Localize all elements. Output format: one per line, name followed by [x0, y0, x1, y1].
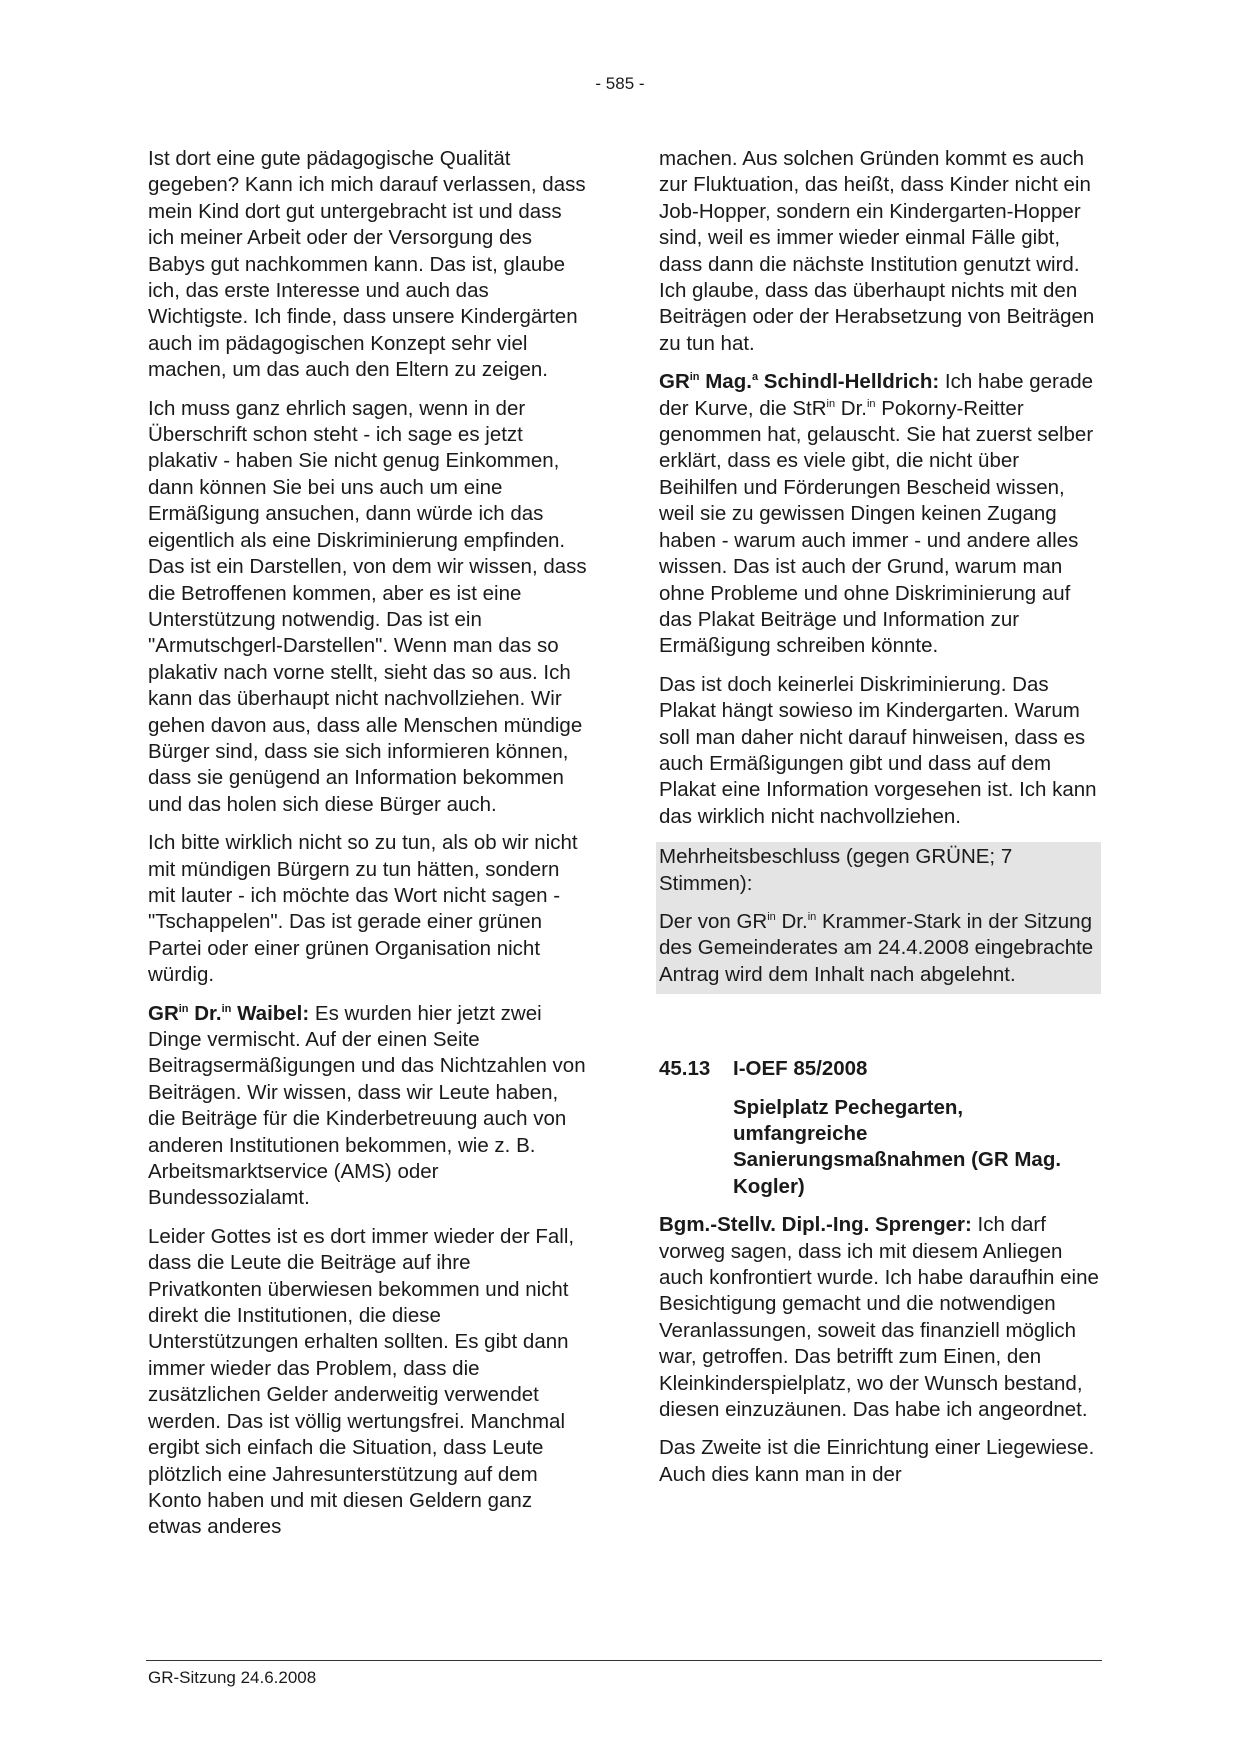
right-column [659, 146, 1101, 1500]
paragraph: Ich muss ganz ehrlich sagen, wenn in der Überschrift schon steht - ich sage es jetzt plakativ - haben Sie nicht genug Einkommen, dann können Sie bei uns auch um eine Ermäßigung ansuchen, dann würde ich das eigentlich als eine Diskriminierung empfinden. Das ist ein Darstellen, von dem wir wissen, dass die Betroffenen kommen, aber es ist eine Unterstützung notwendig. Das ist ein "Armutschgerl-Darstellen". Wenn man das so plakativ nach vorne stellt, sieht das so aus. Ich kann das überhaupt nicht nachvollziehen. Wir gehen davon aus, dass alle Menschen mündige Bürger sind, dass sie sich informieren können, dass sie genügend an Information bekommen und das holen sich diese Bürger auch. [148, 396, 587, 816]
resolution-vote: Mehrheitsbeschluss (gegen GRÜNE; 7 Stimmen): [659, 845, 1013, 895]
speaker-name: Bgm.-Stellv. Dipl.-Ing. Sprenger: [659, 1213, 972, 1237]
agenda-item-code: I-OEF 85/2008 [733, 1057, 868, 1081]
agenda-item-heading [659, 1056, 1101, 1082]
paragraph: Leider Gottes ist es dort immer wieder der Fall, dass die Leute die Beiträge auf ihre Privatkonten überwiesen bekommen und nicht direkt die Institutionen, die diese Unterstützungen erhalten sollten. Es gibt dann immer wieder das Problem, dass die zusätzlichen Gelder anderweitig verwendet werden. Das ist völlig wertungsfrei. Manchmal ergibt sich einfach die Situation, dass Leute plötzlich eine Jahresunterstützung auf dem Konto haben und mit diesen Geldern ganz etwas anderes [148, 1224, 575, 1539]
paragraph: Das Zweite ist die Einrichtung einer Liegewiese. Auch dies kann man in der [659, 1436, 1095, 1486]
speaker-paragraph: $GR^{in}$ Mag.$^a$ Schindl-Helldrich: Ich habe gerade der Kurve, die StR$^{in}$ Dr.$^{in}$ Pokorny-Reitter genommen hat, gelauscht. Sie hat zuerst selber erklärt, dass es viele gibt, die nicht über Beihilfen und Förderungen Bescheid wissen, weil sie zu gewissen Dingen keinen Zugang haben - warum auch immer - und andere alles wissen. Das ist auch der Grund, warum man ohne Probleme und ohne Diskriminierung auf das Plakat Beiträge und Information zur Ermäßigung schreiben könnte. [659, 370, 1094, 658]
paragraph: Ich bitte wirklich nicht so zu tun, als ob wir nicht mit mündigen Bürgern zu tun hätten, sondern mit lauter - ich möchte das Wort nicht sagen - "Tschappelen". Das ist gerade einer grünen Partei oder einer grünen Organisation nicht würdig. [148, 831, 578, 987]
footer-text: GR-Sitzung 24.6.2008 [148, 1668, 317, 1687]
page-number: - 585 - [595, 74, 645, 93]
speaker-paragraph: Bgm.-Stellv. Dipl.-Ing. Sprenger: Ich darf vorweg sagen, dass ich mit diesem Anliegen auch konfrontiert wurde. Ich habe daraufhin eine Besichtigung gemacht und die notwendigen Veranlassungen, soweit das finanziell möglich war, getroffen. Das betrifft zum Einen, den Kleinkinderspielplatz, wo der Wunsch bestand, diesen einzuzäunen. Das habe ich angeordnet. [659, 1213, 1099, 1422]
resolution-box [656, 842, 1101, 994]
footer-divider [146, 1660, 1102, 1661]
paragraph: machen. Aus solchen Gründen kommt es auch zur Fluktuation, das heißt, dass Kinder nicht ein Job-Hopper, sondern ein Kindergarten-Hopper sind, weil es immer wieder einmal Fälle gibt, dass dann die nächste Institution genutzt wird. Ich glaube, dass das überhaupt nichts mit den Beiträgen oder der Herabsetzung von Beiträgen zu tun hat. [659, 147, 1095, 355]
speaker-paragraph: $GR^{in}$ Dr.$^{in}$ Waibel: Es wurden hier jetzt zwei Dinge vermischt. Auf der einen Seite Beitragsermäßigungen und das Nichtzahlen von Beiträgen. Wir wissen, dass wir Leute haben, die Beiträge für die Kinderbetreuung auch von anderen Institutionen bekommen, wie z. B. Arbeitsmarktservice (AMS) oder Bundessozialamt. [148, 1001, 586, 1210]
left-column [148, 146, 590, 1553]
agenda-item-title: Spielplatz Pechegarten, umfangreiche Sanierungsmaßnahmen (GR Mag. Kogler) [733, 1095, 1062, 1198]
agenda-item-number: 45.13 [659, 1057, 711, 1081]
speaker-name: $GR^{in}$ Mag.$^a$ Schindl-Helldrich: [659, 370, 940, 394]
paragraph: Ist dort eine gute pädagogische Qualität gegeben? Kann ich mich darauf verlassen, dass mein Kind dort gut untergebracht ist und dass ich meiner Arbeit oder der Versorgung des Babys gut nachkommen kann. Das ist, glaube ich, das erste Interesse und auch das Wichtigste. Ich finde, dass unsere Kindergärten auch im pädagogischen Konzept sehr viel machen, um das auch den Eltern zu zeigen. [148, 147, 586, 382]
paragraph: Das ist doch keinerlei Diskriminierung. Das Plakat hängt sowieso im Kindergarten. Warum soll man daher nicht darauf hinweisen, dass es auch Ermäßigungen gibt und dass auf dem Plakat eine Information vorgesehen ist. Ich kann das wirklich nicht nachvollziehen. [659, 672, 1097, 828]
resolution-text: Der von $GR^{in}$ Dr.$^{in}$ Krammer-Stark in der Sitzung des Gemeinderates am 24.4.2008 eingebrachte Antrag wird dem Inhalt nach abgelehnt. [659, 909, 1094, 986]
speaker-name: $GR^{in}$ Dr.$^{in}$ Waibel: [148, 1001, 310, 1025]
